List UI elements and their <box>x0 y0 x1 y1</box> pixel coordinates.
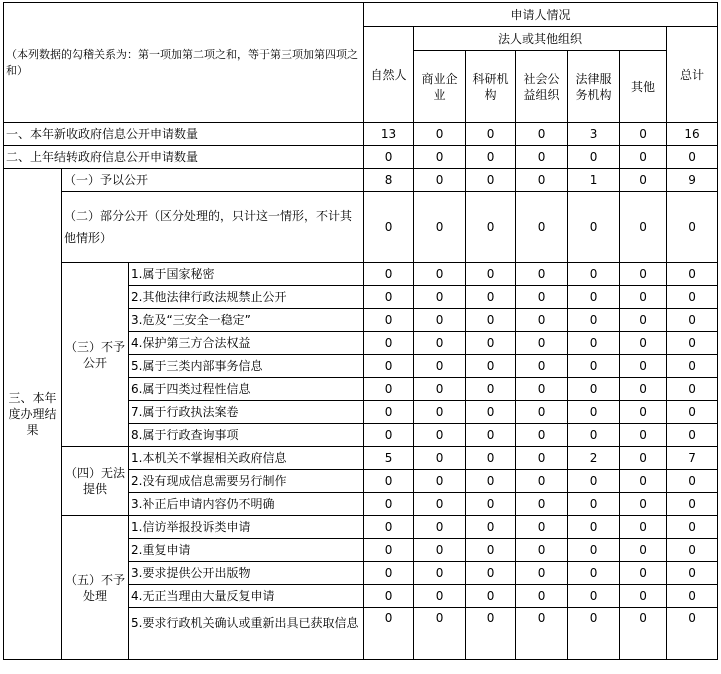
cell-value: 0 <box>466 585 516 608</box>
cell-value: 0 <box>466 447 516 470</box>
cell-value: 0 <box>516 424 568 447</box>
header-legal-service: 法律服务机构 <box>568 51 620 123</box>
row-label: 5.要求行政机关确认或重新出具已获取信息 <box>129 608 364 660</box>
header-note: （本列数据的勾稽关系为：第一项加第二项之和，等于第三项加第四项之和） <box>4 3 364 123</box>
cell-value: 0 <box>466 493 516 516</box>
cell-value: 0 <box>414 169 466 192</box>
cell-value: 0 <box>568 263 620 286</box>
header-social-welfare: 社会公益组织 <box>516 51 568 123</box>
cell-value: 0 <box>620 608 667 660</box>
cell-value: 0 <box>414 562 466 585</box>
cell-value: 9 <box>667 169 718 192</box>
cell-value: 0 <box>620 286 667 309</box>
cell-value: 16 <box>667 123 718 146</box>
cell-value: 0 <box>414 123 466 146</box>
cell-value: 0 <box>466 608 516 660</box>
cell-value: 0 <box>364 263 414 286</box>
section3-label: 三、本年度办理结果 <box>4 169 62 660</box>
cell-value: 0 <box>568 493 620 516</box>
cell-value: 0 <box>667 401 718 424</box>
cell-value: 0 <box>466 516 516 539</box>
row-label: （一）予以公开 <box>62 169 364 192</box>
cell-value: 0 <box>414 378 466 401</box>
cell-value: 0 <box>568 286 620 309</box>
cell-value: 0 <box>568 539 620 562</box>
cell-value: 0 <box>466 169 516 192</box>
cell-value: 0 <box>620 470 667 493</box>
cell-value: 0 <box>516 263 568 286</box>
cell-value: 0 <box>667 192 718 263</box>
cell-value: 0 <box>466 309 516 332</box>
cell-value: 0 <box>466 401 516 424</box>
cell-value: 0 <box>364 424 414 447</box>
cell-value: 0 <box>667 516 718 539</box>
cell-value: 0 <box>516 447 568 470</box>
row-label: 1.本机关不掌握相关政府信息 <box>129 447 364 470</box>
cell-value: 7 <box>667 447 718 470</box>
table-row <box>4 146 718 169</box>
cell-value: 0 <box>516 123 568 146</box>
cell-value: 0 <box>667 146 718 169</box>
table-row <box>4 516 718 539</box>
cell-value: 0 <box>620 378 667 401</box>
cell-value: 0 <box>414 470 466 493</box>
cell-value: 0 <box>568 192 620 263</box>
cell-value: 0 <box>568 470 620 493</box>
row-label: （二）部分公开（区分处理的，只计这一情形，不计其他情形） <box>62 192 364 263</box>
header-legal-entity-group: 法人或其他组织 <box>414 27 667 51</box>
cell-value: 0 <box>568 424 620 447</box>
cell-value: 0 <box>414 332 466 355</box>
row-label: 2.其他法律行政法规禁止公开 <box>129 286 364 309</box>
table-row <box>4 192 718 263</box>
cell-value: 0 <box>516 608 568 660</box>
cell-value: 0 <box>516 378 568 401</box>
row-label: 7.属于行政执法案卷 <box>129 401 364 424</box>
cell-value: 0 <box>568 146 620 169</box>
cell-value: 0 <box>466 539 516 562</box>
cell-value: 0 <box>516 146 568 169</box>
cell-value: 0 <box>620 539 667 562</box>
header-total: 总计 <box>667 27 718 123</box>
cell-value: 0 <box>364 332 414 355</box>
cell-value: 0 <box>364 401 414 424</box>
cell-value: 0 <box>364 355 414 378</box>
cell-value: 0 <box>620 562 667 585</box>
cell-value: 0 <box>667 332 718 355</box>
cell-value: 0 <box>466 146 516 169</box>
cell-value: 0 <box>516 309 568 332</box>
row-label: 8.属于行政查询事项 <box>129 424 364 447</box>
cell-value: 8 <box>364 169 414 192</box>
cell-value: 0 <box>667 470 718 493</box>
cell-value: 0 <box>667 286 718 309</box>
cell-value: 0 <box>667 562 718 585</box>
cell-value: 2 <box>568 447 620 470</box>
cell-value: 0 <box>364 378 414 401</box>
header-research: 科研机构 <box>466 51 516 123</box>
cell-value: 0 <box>516 470 568 493</box>
cell-value: 0 <box>516 539 568 562</box>
cell-value: 0 <box>620 146 667 169</box>
cell-value: 0 <box>414 424 466 447</box>
cell-value: 0 <box>516 169 568 192</box>
row-label: 2.没有现成信息需要另行制作 <box>129 470 364 493</box>
table-row <box>4 123 718 146</box>
cell-value: 0 <box>667 585 718 608</box>
cell-value: 0 <box>364 192 414 263</box>
cell-value: 0 <box>516 355 568 378</box>
row-label: 4.无正当理由大量反复申请 <box>129 585 364 608</box>
cell-value: 5 <box>364 447 414 470</box>
cell-value: 0 <box>364 608 414 660</box>
cell-value: 0 <box>364 470 414 493</box>
cell-value: 0 <box>364 562 414 585</box>
header-other: 其他 <box>620 51 667 123</box>
cell-value: 0 <box>620 424 667 447</box>
cell-value: 0 <box>516 286 568 309</box>
cell-value: 0 <box>414 309 466 332</box>
cell-value: 0 <box>516 332 568 355</box>
cell-value: 0 <box>667 608 718 660</box>
cell-value: 0 <box>516 516 568 539</box>
cell-value: 0 <box>667 263 718 286</box>
table-row <box>4 447 718 470</box>
row-label: 1.信访举报投诉类申请 <box>129 516 364 539</box>
cell-value: 0 <box>620 401 667 424</box>
cell-value: 0 <box>364 309 414 332</box>
cell-value: 0 <box>466 424 516 447</box>
cell-value: 0 <box>466 332 516 355</box>
cell-value: 1 <box>568 169 620 192</box>
cell-value: 0 <box>568 585 620 608</box>
cell-value: 0 <box>466 562 516 585</box>
row-label: 二、上年结转政府信息公开申请数量 <box>4 146 364 169</box>
cell-value: 0 <box>667 539 718 562</box>
cell-value: 3 <box>568 123 620 146</box>
cell-value: 0 <box>364 493 414 516</box>
cell-value: 0 <box>667 424 718 447</box>
cell-value: 0 <box>568 401 620 424</box>
cell-value: 0 <box>620 169 667 192</box>
cell-value: 0 <box>516 585 568 608</box>
cell-value: 0 <box>568 332 620 355</box>
header-natural-person: 自然人 <box>364 27 414 123</box>
cell-value: 0 <box>414 516 466 539</box>
section3d-label: （四）无法提供 <box>62 447 129 516</box>
row-label: 6.属于四类过程性信息 <box>129 378 364 401</box>
cell-value: 0 <box>466 123 516 146</box>
section3e-label: （五）不予处理 <box>62 516 129 660</box>
cell-value: 0 <box>364 146 414 169</box>
cell-value: 0 <box>516 562 568 585</box>
cell-value: 0 <box>620 123 667 146</box>
cell-value: 0 <box>516 493 568 516</box>
cell-value: 13 <box>364 123 414 146</box>
row-label: 1.属于国家秘密 <box>129 263 364 286</box>
cell-value: 0 <box>364 539 414 562</box>
cell-value: 0 <box>364 286 414 309</box>
cell-value: 0 <box>620 493 667 516</box>
cell-value: 0 <box>414 263 466 286</box>
section3c-label: （三）不予公开 <box>62 263 129 447</box>
cell-value: 0 <box>568 562 620 585</box>
cell-value: 0 <box>620 585 667 608</box>
cell-value: 0 <box>466 355 516 378</box>
cell-value: 0 <box>620 332 667 355</box>
cell-value: 0 <box>667 493 718 516</box>
cell-value: 0 <box>414 286 466 309</box>
cell-value: 0 <box>667 378 718 401</box>
cell-value: 0 <box>620 516 667 539</box>
row-label: 3.要求提供公开出版物 <box>129 562 364 585</box>
row-label: 3.危及“三安全一稳定” <box>129 309 364 332</box>
cell-value: 0 <box>620 447 667 470</box>
cell-value: 0 <box>516 192 568 263</box>
cell-value: 0 <box>414 355 466 378</box>
disclosure-statistics-table <box>3 2 718 660</box>
cell-value: 0 <box>414 401 466 424</box>
cell-value: 0 <box>620 355 667 378</box>
table-row <box>4 263 718 286</box>
row-label: 一、本年新收政府信息公开申请数量 <box>4 123 364 146</box>
cell-value: 0 <box>516 401 568 424</box>
cell-value: 0 <box>568 378 620 401</box>
cell-value: 0 <box>466 192 516 263</box>
cell-value: 0 <box>414 539 466 562</box>
cell-value: 0 <box>414 447 466 470</box>
cell-value: 0 <box>667 309 718 332</box>
cell-value: 0 <box>568 309 620 332</box>
cell-value: 0 <box>620 309 667 332</box>
header-applicant-situation: 申请人情况 <box>364 3 718 27</box>
cell-value: 0 <box>568 608 620 660</box>
cell-value: 0 <box>414 608 466 660</box>
row-label: 5.属于三类内部事务信息 <box>129 355 364 378</box>
cell-value: 0 <box>414 192 466 263</box>
cell-value: 0 <box>568 355 620 378</box>
row-label: 4.保护第三方合法权益 <box>129 332 364 355</box>
cell-value: 0 <box>466 378 516 401</box>
cell-value: 0 <box>364 516 414 539</box>
cell-value: 0 <box>364 585 414 608</box>
header-business: 商业企业 <box>414 51 466 123</box>
row-label: 2.重复申请 <box>129 539 364 562</box>
cell-value: 0 <box>414 493 466 516</box>
cell-value: 0 <box>466 286 516 309</box>
cell-value: 0 <box>466 470 516 493</box>
cell-value: 0 <box>667 355 718 378</box>
row-label: 3.补正后申请内容仍不明确 <box>129 493 364 516</box>
cell-value: 0 <box>466 263 516 286</box>
cell-value: 0 <box>414 585 466 608</box>
cell-value: 0 <box>414 146 466 169</box>
table-row <box>4 169 718 192</box>
cell-value: 0 <box>620 263 667 286</box>
cell-value: 0 <box>568 516 620 539</box>
cell-value: 0 <box>620 192 667 263</box>
